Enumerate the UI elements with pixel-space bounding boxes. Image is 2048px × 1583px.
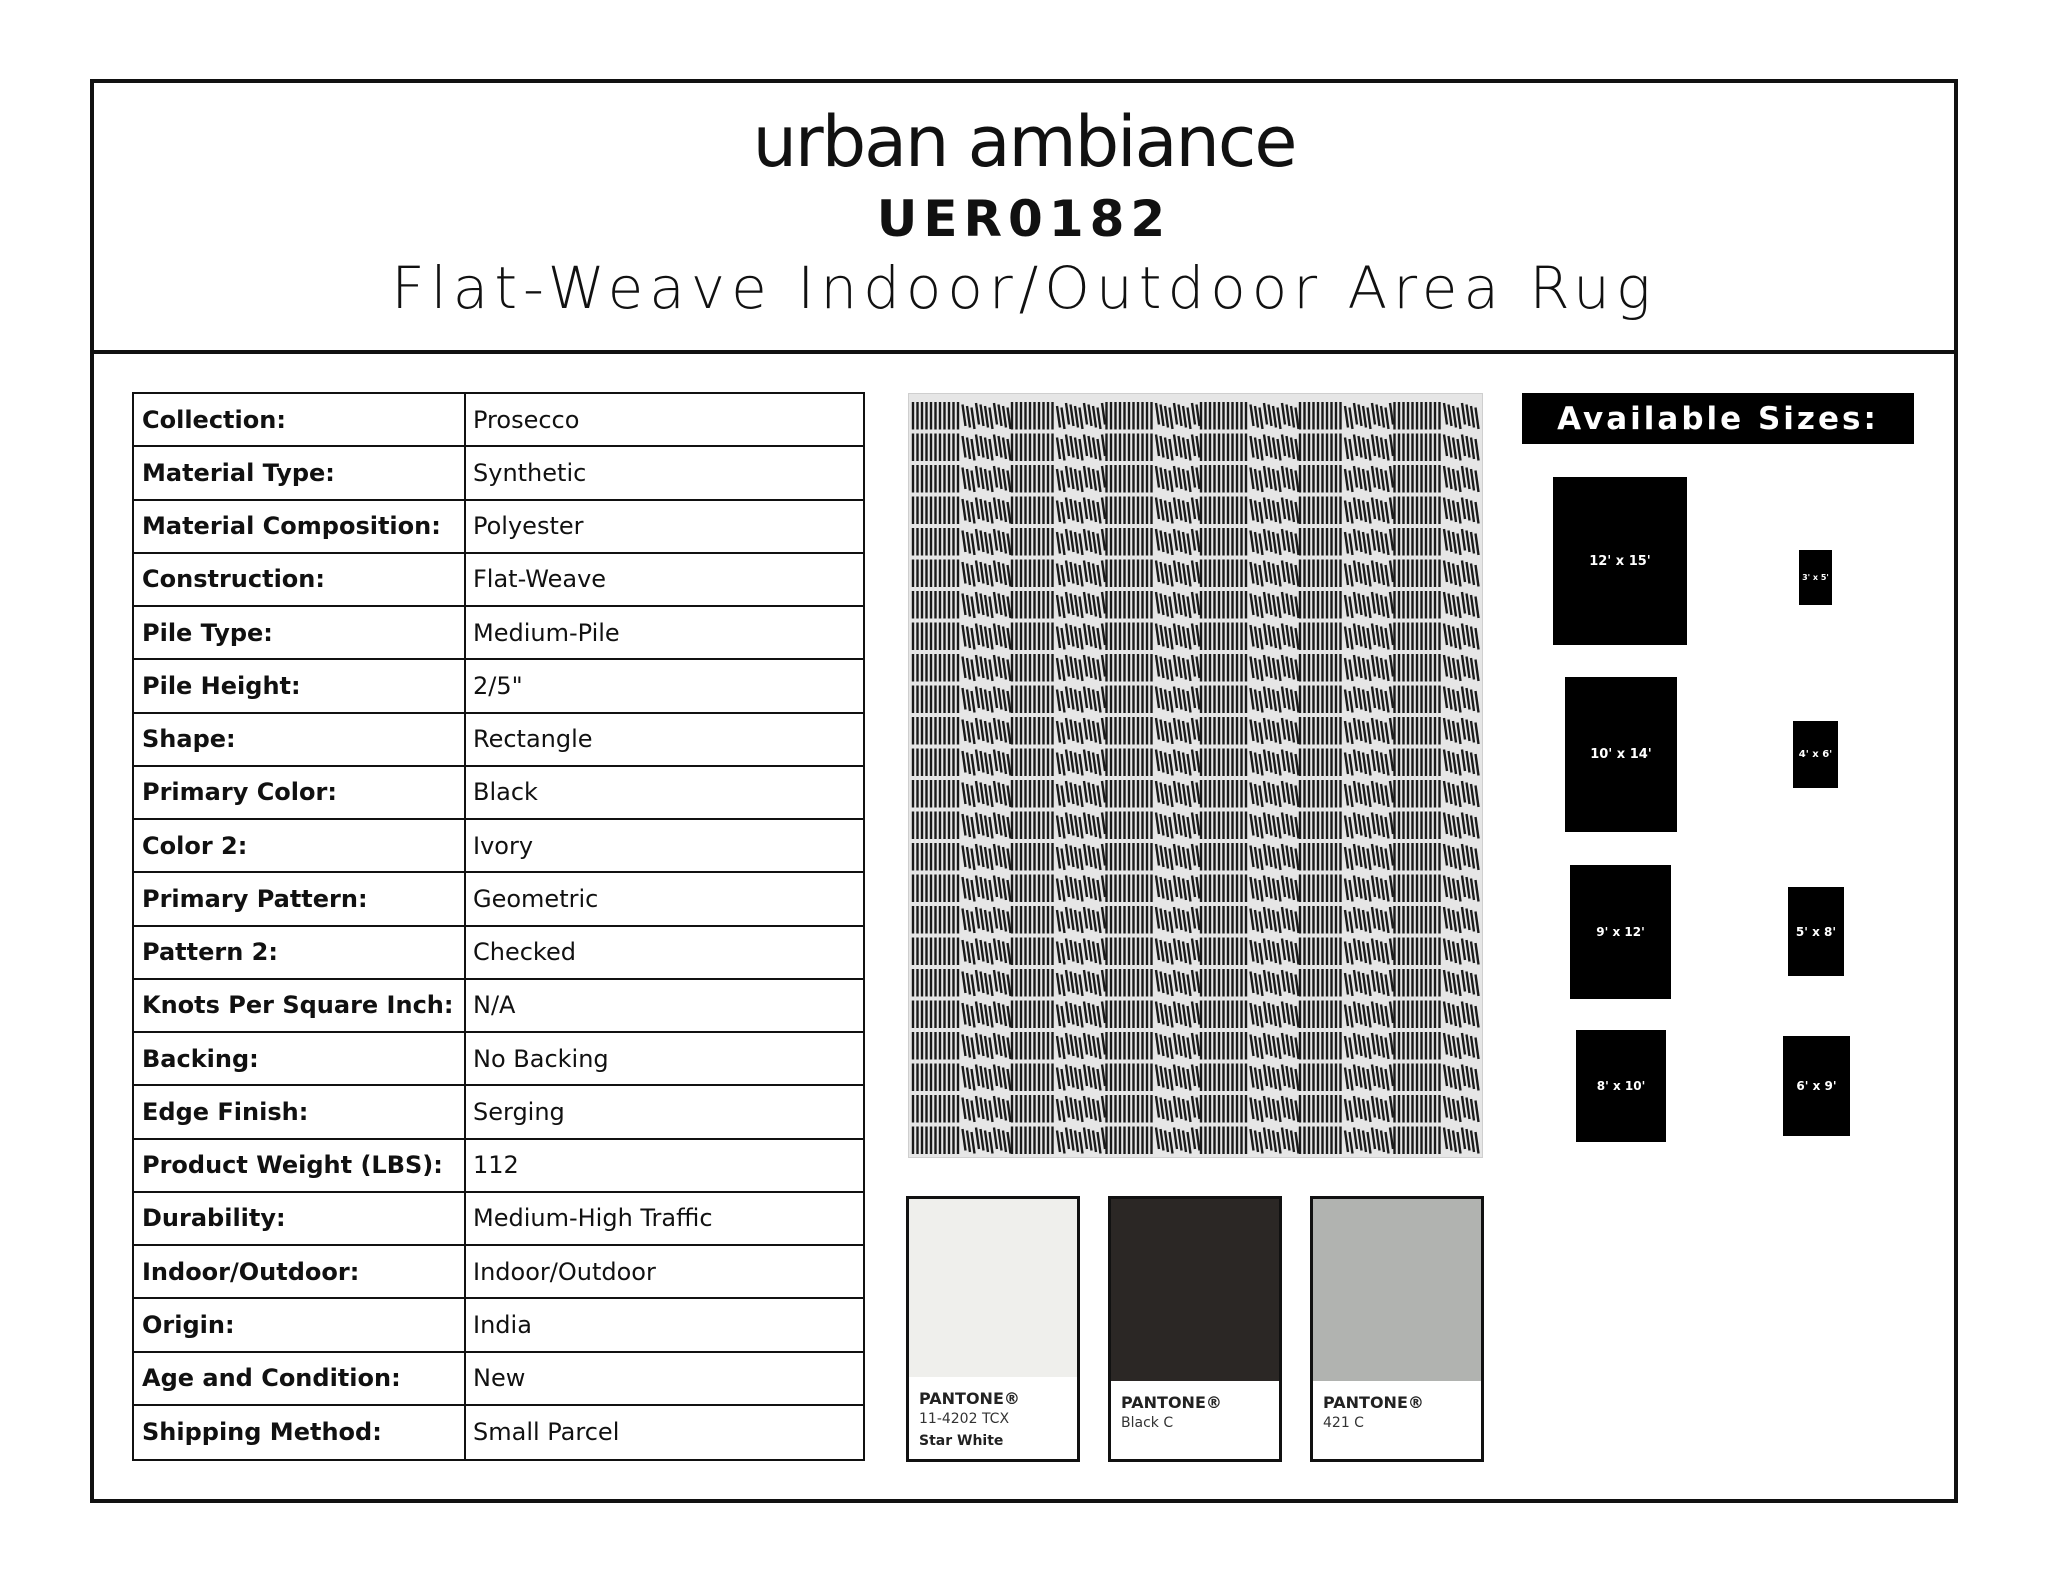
spec-value: Medium-Pile <box>473 618 620 647</box>
swatch-code: 11-4202 TCX <box>919 1411 1010 1427</box>
spec-value: Rectangle <box>473 725 593 754</box>
spec-value: India <box>473 1310 532 1339</box>
spec-label: Indoor/Outdoor: <box>142 1257 360 1286</box>
spec-row <box>134 1140 863 1193</box>
spec-label: Pile Type: <box>142 618 273 647</box>
spec-value: Geometric <box>473 884 599 913</box>
spec-row <box>134 1086 863 1139</box>
spec-label: Product Weight (LBS): <box>142 1151 443 1180</box>
spec-value: 2/5" <box>473 671 523 700</box>
spec-row <box>134 820 863 873</box>
spec-value: Serging <box>473 1097 565 1126</box>
size-option: 12' x 15' <box>1553 477 1687 645</box>
available-sizes-title: Available Sizes: <box>1522 393 1914 444</box>
product-sku: UER0182 <box>876 190 1172 248</box>
swatch-code: Black C <box>1121 1415 1174 1431</box>
spec-label: Primary Color: <box>142 778 337 807</box>
spec-row <box>134 607 863 660</box>
spec-row <box>134 660 863 713</box>
spec-row <box>134 447 863 500</box>
spec-value: Small Parcel <box>473 1418 620 1447</box>
spec-label: Knots Per Square Inch: <box>142 991 454 1020</box>
product-title: Flat-Weave Indoor/Outdoor Area Rug <box>391 254 1657 322</box>
spec-value: 112 <box>473 1151 519 1180</box>
spec-row <box>134 927 863 980</box>
swatch-brand: PANTONE® <box>1323 1393 1424 1412</box>
spec-value: Checked <box>473 938 576 967</box>
spec-row <box>134 767 863 820</box>
spec-label: Shipping Method: <box>142 1418 382 1447</box>
rug-image <box>908 393 1483 1158</box>
spec-row <box>134 980 863 1033</box>
spec-label: Origin: <box>142 1310 235 1339</box>
pantone-swatch <box>1108 1196 1282 1462</box>
spec-value: No Backing <box>473 1044 609 1073</box>
spec-label: Shape: <box>142 725 236 754</box>
spec-label: Collection: <box>142 405 286 434</box>
spec-row <box>134 1299 863 1352</box>
swatch-color-chip <box>909 1199 1077 1377</box>
spec-value: Medium-High Traffic <box>473 1204 713 1233</box>
size-option: 9' x 12' <box>1570 865 1671 999</box>
spec-row <box>134 394 863 447</box>
size-option: 3' x 5' <box>1799 550 1832 605</box>
spec-row <box>134 714 863 767</box>
spec-value: Synthetic <box>473 458 587 487</box>
spec-row <box>134 554 863 607</box>
swatch-brand: PANTONE® <box>919 1389 1020 1408</box>
pantone-swatch <box>906 1196 1080 1462</box>
spec-row <box>134 1246 863 1299</box>
swatch-name: Star White <box>919 1433 1004 1449</box>
spec-label: Backing: <box>142 1044 259 1073</box>
pantone-swatch <box>1310 1196 1484 1462</box>
swatch-brand: PANTONE® <box>1121 1393 1222 1412</box>
spec-label: Material Type: <box>142 458 335 487</box>
spec-label: Age and Condition: <box>142 1364 401 1393</box>
size-option: 4' x 6' <box>1793 721 1838 788</box>
spec-label: Color 2: <box>142 831 248 860</box>
spec-row <box>134 1033 863 1086</box>
spec-value: Flat-Weave <box>473 565 607 594</box>
swatch-code: 421 C <box>1323 1415 1364 1431</box>
spec-value: Polyester <box>473 512 584 541</box>
size-option: 10' x 14' <box>1565 677 1677 832</box>
spec-value: Ivory <box>473 831 534 860</box>
spec-label: Pile Height: <box>142 671 301 700</box>
brand-logo: urban ambiance <box>752 101 1296 183</box>
spec-label: Primary Pattern: <box>142 884 368 913</box>
spec-value: Indoor/Outdoor <box>473 1257 656 1286</box>
swatch-color-chip <box>1313 1199 1481 1381</box>
spec-row <box>134 1353 863 1406</box>
spec-row <box>134 1406 863 1459</box>
spec-row <box>134 1193 863 1246</box>
spec-value: Prosecco <box>473 405 580 434</box>
spec-label: Material Composition: <box>142 512 441 541</box>
header-divider <box>90 350 1958 354</box>
spec-table <box>132 392 865 1461</box>
spec-value: N/A <box>473 991 516 1020</box>
size-option: 6' x 9' <box>1783 1036 1850 1136</box>
spec-label: Durability: <box>142 1204 286 1233</box>
spec-label: Edge Finish: <box>142 1097 309 1126</box>
spec-row <box>134 501 863 554</box>
rug-pattern <box>909 394 1483 1158</box>
spec-label: Pattern 2: <box>142 938 278 967</box>
size-option: 5' x 8' <box>1788 887 1844 976</box>
size-option: 8' x 10' <box>1576 1030 1666 1142</box>
swatch-color-chip <box>1111 1199 1279 1381</box>
spec-value: New <box>473 1364 526 1393</box>
spec-value: Black <box>473 778 538 807</box>
spec-row <box>134 873 863 926</box>
spec-label: Construction: <box>142 565 325 594</box>
